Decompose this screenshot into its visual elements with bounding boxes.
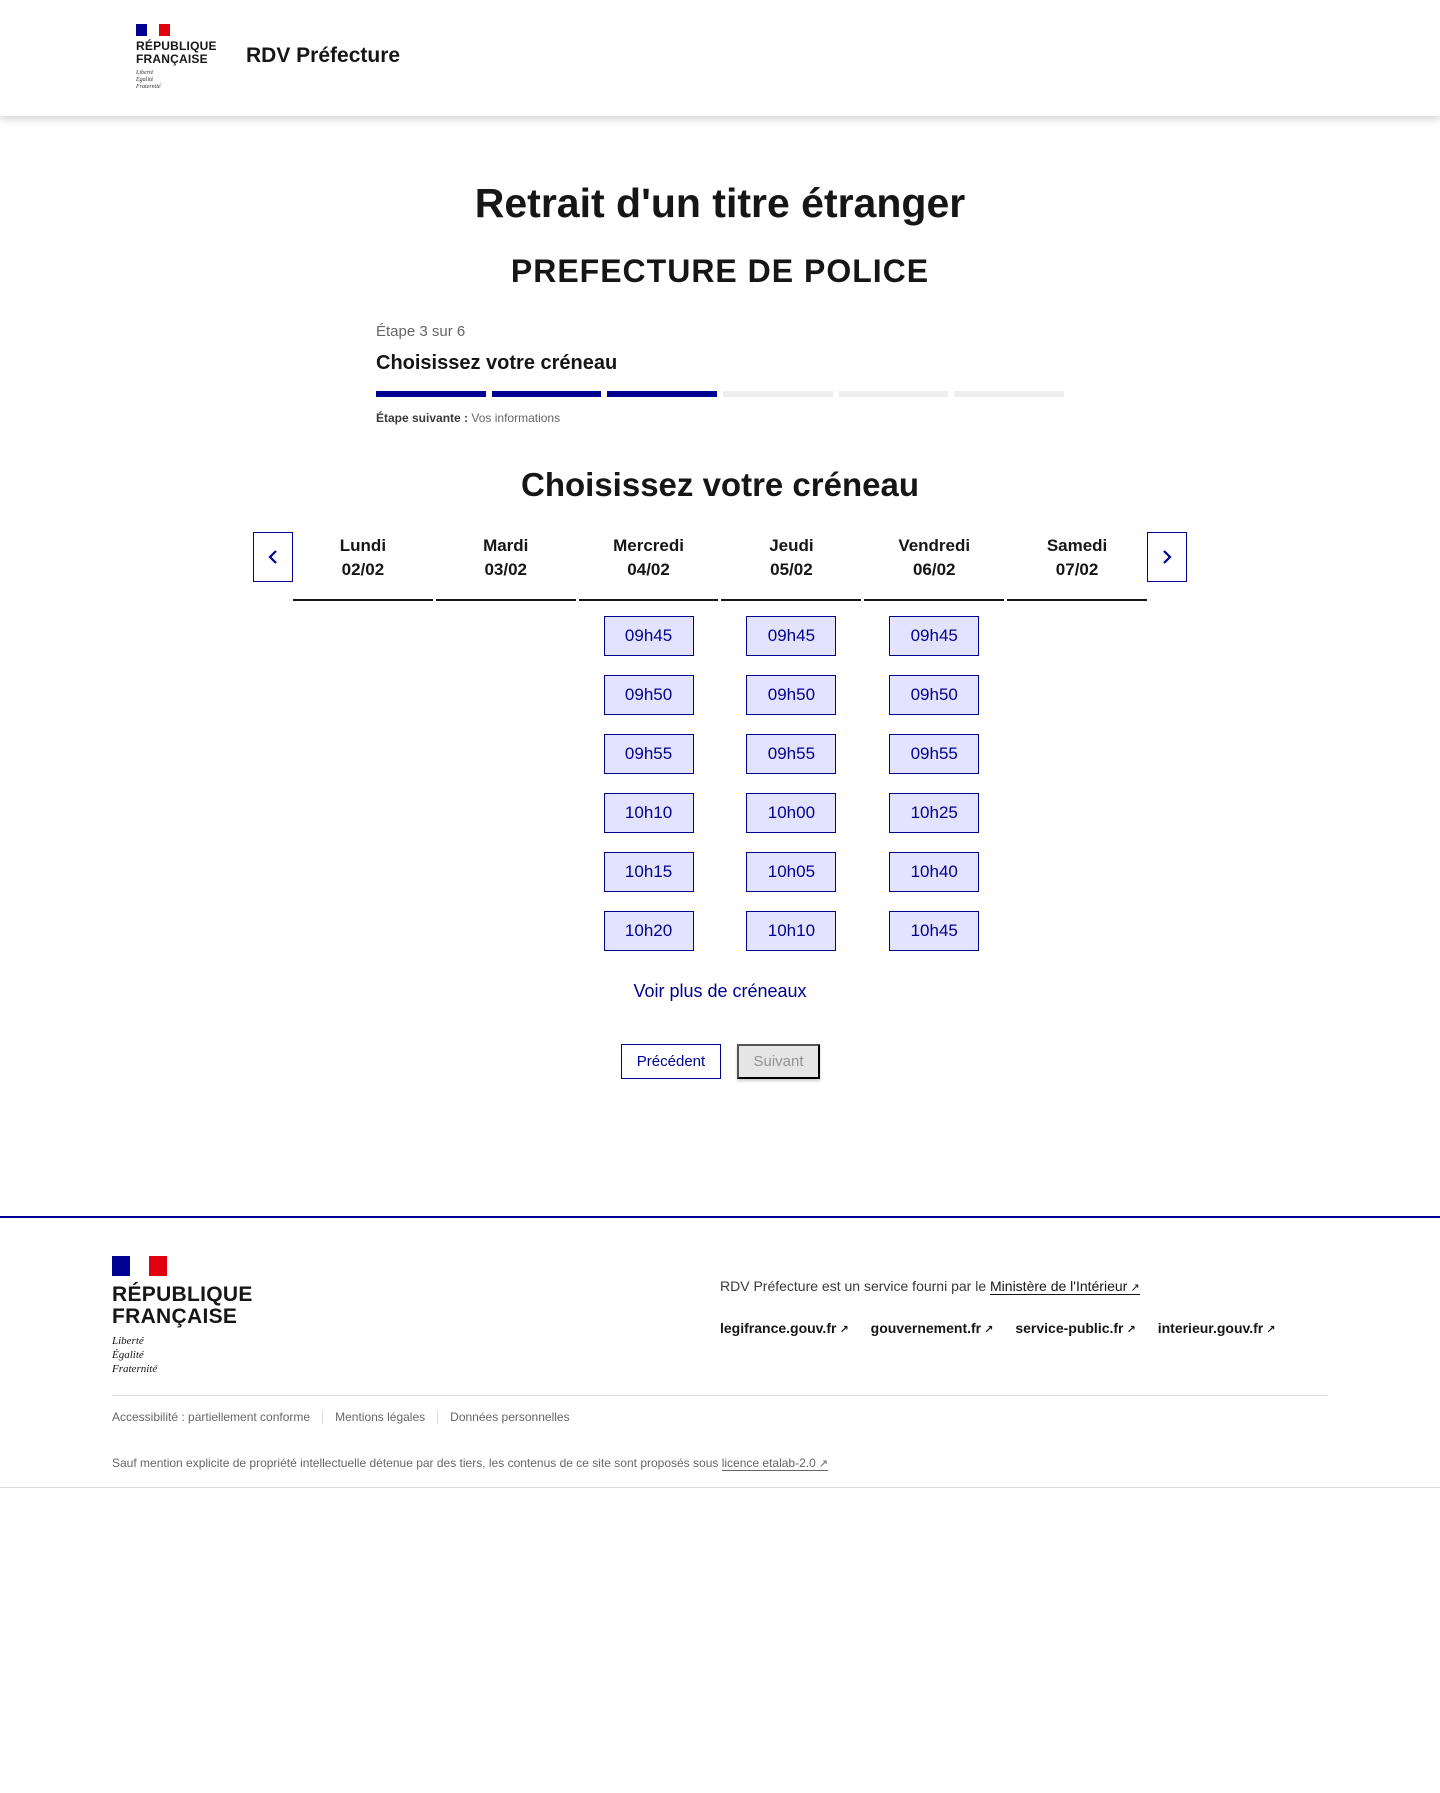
day-name: Jeudi [769, 536, 814, 555]
day-name: Lundi [339, 536, 387, 555]
day-header [864, 532, 1004, 601]
footer-logo-line1: RÉPUBLIQUE [112, 1283, 253, 1306]
footer-bottom-link[interactable]: Données personnelles [437, 1410, 581, 1424]
day-date: 05/02 [770, 560, 813, 579]
previous-button[interactable]: Précédent [621, 1044, 721, 1079]
time-slot-button[interactable]: 10h00 [746, 793, 836, 833]
time-slot-button[interactable]: 09h55 [604, 734, 694, 774]
calendar-day [579, 532, 719, 951]
time-slot-button[interactable]: 09h45 [746, 616, 836, 656]
external-link-icon: ↗ [1130, 1282, 1140, 1294]
footer-external-link[interactable]: gouvernement.fr ↗ [870, 1320, 994, 1336]
site-header [0, 0, 1440, 116]
time-slot-button[interactable]: 09h55 [746, 734, 836, 774]
day-name: Mardi [483, 536, 529, 555]
footer-bottom-links [112, 1410, 582, 1424]
footer-external-link[interactable]: service-public.fr ↗ [1015, 1320, 1136, 1336]
footer-external-link[interactable]: interieur.gouv.fr ↗ [1157, 1320, 1276, 1336]
slot-list [864, 616, 1004, 951]
footer-links [720, 1320, 1275, 1336]
footer-bottom-link[interactable]: Accessibilité : partiellement conforme [112, 1410, 311, 1424]
day-header [1007, 532, 1147, 601]
time-slot-button[interactable]: 10h10 [746, 911, 836, 951]
day-header [293, 532, 433, 601]
chevron-left-icon [268, 550, 278, 564]
slot-list [579, 616, 719, 951]
external-link-icon: ↗ [984, 1324, 994, 1336]
time-slot-button[interactable]: 10h40 [889, 852, 979, 892]
previous-week-button[interactable] [253, 532, 293, 582]
step-count: Étape 3 sur 6 [376, 323, 466, 340]
day-date: 03/02 [484, 560, 528, 579]
day-date: 07/02 [1055, 560, 1099, 579]
external-link-icon: ↗ [1126, 1324, 1136, 1336]
time-slot-button[interactable]: 09h50 [604, 675, 694, 715]
time-slot-button[interactable]: 09h50 [746, 675, 836, 715]
more-slots-link[interactable]: Voir plus de créneaux [633, 981, 807, 1001]
day-date: 06/02 [912, 560, 956, 579]
day-name: Mercredi [613, 536, 684, 555]
stepper-bar [607, 391, 717, 397]
page-subtitle: PREFECTURE DE POLICE [510, 253, 930, 289]
time-slot-button[interactable]: 10h15 [604, 852, 694, 892]
license-link[interactable]: licence etalab-2.0 ↗ [721, 1456, 828, 1470]
time-slot-button[interactable]: 10h25 [889, 793, 979, 833]
french-flag-icon [112, 1256, 167, 1276]
time-slot-button[interactable]: 09h45 [889, 616, 979, 656]
day-name: Vendredi [898, 536, 971, 555]
calendar-day [721, 532, 861, 951]
stepper-progress [376, 391, 1064, 397]
day-date: 02/02 [341, 560, 385, 579]
footer-republique-francaise-logo[interactable] [112, 1256, 272, 1376]
time-slot-button[interactable]: 10h45 [889, 911, 979, 951]
calendar-day [293, 532, 433, 951]
day-header [436, 532, 576, 601]
chevron-right-icon [1162, 550, 1172, 564]
site-footer [0, 1216, 1440, 1488]
calendar-days [293, 532, 1147, 951]
external-link-icon: ↗ [1266, 1324, 1276, 1336]
stepper [376, 323, 1064, 425]
stepper-bar [723, 391, 833, 397]
stepper-bar [839, 391, 949, 397]
calendar-day [1007, 532, 1147, 951]
republique-francaise-logo[interactable] [136, 24, 216, 91]
site-name[interactable]: RDV Préfecture [246, 44, 401, 67]
footer-logo-line2: FRANÇAISE [112, 1305, 238, 1328]
time-slot-button[interactable]: 10h20 [604, 911, 694, 951]
time-slot-button[interactable]: 10h05 [746, 852, 836, 892]
time-slot-button[interactable]: 10h10 [604, 793, 694, 833]
logo-motto: Liberté Égalité Fraternité [136, 70, 161, 90]
next-button[interactable]: Suivant [737, 1044, 820, 1079]
external-link-icon: ↗ [818, 1458, 828, 1470]
stepper-bar [376, 391, 486, 397]
time-slot-button[interactable]: 09h55 [889, 734, 979, 774]
next-step: Étape suivante : Vos informations [376, 411, 561, 425]
footer-external-link[interactable]: legifrance.gouv.fr ↗ [720, 1320, 849, 1336]
section-title: Choisissez votre créneau [521, 466, 919, 503]
step-title: Choisissez votre créneau [376, 352, 618, 374]
logo-text-line2: FRANÇAISE [136, 52, 208, 66]
french-flag-icon [136, 24, 170, 36]
stepper-bar [492, 391, 602, 397]
footer-bottom-link[interactable]: Mentions légales [322, 1410, 437, 1424]
footer-divider [112, 1395, 1328, 1396]
time-slot-button[interactable]: 09h50 [889, 675, 979, 715]
footer-motto: Liberté Égalité Fraternité [112, 1335, 158, 1375]
day-header [721, 532, 861, 601]
page-title: Retrait d'un titre étranger [474, 180, 966, 226]
day-name: Samedi [1046, 536, 1108, 555]
footer-description: RDV Préfecture est un service fourni par le Ministère de l'Intérieur ↗ [720, 1278, 1140, 1294]
calendar-day [864, 532, 1004, 951]
slot-list [721, 616, 861, 951]
stepper-bar [954, 391, 1064, 397]
day-header [579, 532, 719, 601]
logo-text-line1: RÉPUBLIQUE [136, 39, 217, 53]
calendar-day [436, 532, 576, 951]
external-link-icon: ↗ [839, 1324, 849, 1336]
next-week-button[interactable] [1147, 532, 1187, 582]
day-date: 04/02 [627, 560, 670, 579]
ministere-link[interactable]: Ministère de l'Intérieur ↗ [990, 1278, 1140, 1294]
footer-license: Sauf mention explicite de propriété intellectuelle détenue par des tiers, les contenus de ce site sont proposés sous licence etalab-2.0 ↗ [112, 1456, 828, 1470]
time-slot-button[interactable]: 09h45 [604, 616, 694, 656]
